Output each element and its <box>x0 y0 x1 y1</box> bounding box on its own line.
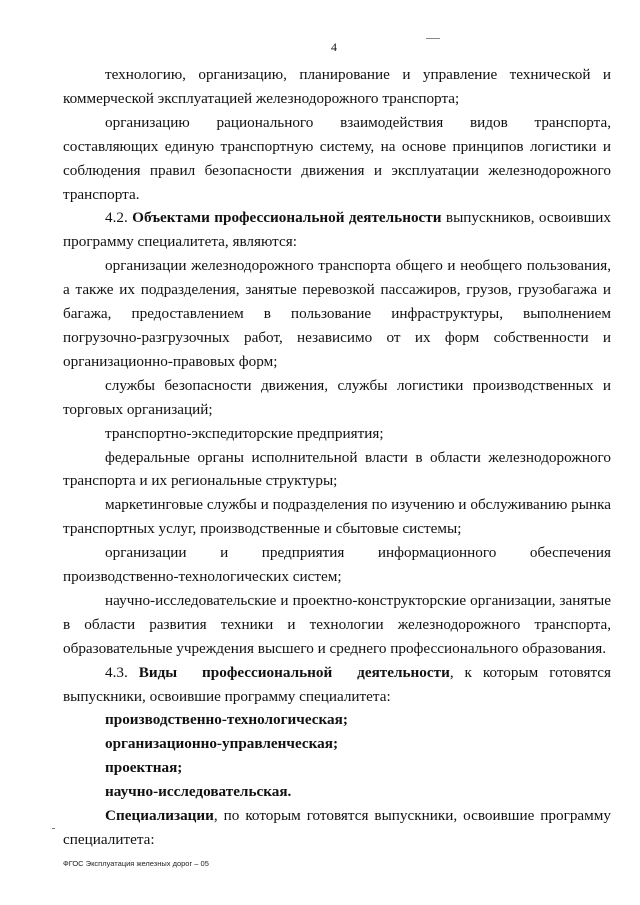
specializations-text: , по которым готовятся выпускники, освоившие программу специалитета: <box>63 807 611 848</box>
list-item: проектная; <box>105 759 183 777</box>
page-number: 4 <box>331 40 337 54</box>
paragraph-7: федеральные органы исполнительной власти в области железнодорожного транспорта и их региональные структуры; <box>63 448 611 490</box>
scan-mark <box>426 38 440 40</box>
section-4-2 <box>63 206 611 254</box>
paragraph-1: технологию, организацию, планирование и управление технической и коммерческой эксплуатацией железнодорожного транспорта; <box>63 66 611 107</box>
specializations-paragraph <box>63 804 611 852</box>
paragraph-9: организации и предприятия информационного обеспечения производственно-технологических систем; <box>63 544 611 586</box>
list-item: производственно-технологическая; <box>105 711 348 729</box>
section-text: выпускников, освоивших программу специалитета, являются: <box>63 209 612 251</box>
section-heading: Объектами профессиональной деятельности <box>132 209 442 227</box>
paragraph-4: организации железнодорожного транспорта общего и необщего пользования, а также их подразделения, занятые перевозкой пассажиров, грузов, грузобагажа и багажа, предоставлением в пользование инфраструктуры, выполнением погрузочно-разгрузочных работ, независимо от их форм собственности и организационно-правовых форм; <box>63 257 611 370</box>
list-item: организационно-управленческая; <box>105 735 338 753</box>
paragraph-2: организацию рационального взаимодействия видов транспорта, составляющих единую транспортную систему, на основе принципов логистики и соблюдения правил безопасности движения и эксплуатации железнодорожного транспорта. <box>63 113 611 203</box>
list-item: научно-исследовательская. <box>105 783 292 801</box>
section-4-3 <box>63 661 611 709</box>
section-heading: Виды профессиональной деятельности <box>138 663 450 681</box>
specializations-heading: Специализации <box>105 807 214 825</box>
section-text: , к которым готовятся выпускники, освоившие программу специалитета: <box>63 663 611 705</box>
paragraph-5: службы безопасности движения, службы логистики производственных и торговых организаций; <box>63 376 611 418</box>
section-number: 4.2. <box>105 209 128 227</box>
paragraph-6: транспортно-экспедиторские предприятия; <box>105 424 384 442</box>
paragraph-10: научно-исследовательские и проектно-конструкторские организации, занятые в области развития техники и технологии железнодорожного транспорта, образовательные учреждения высшего и среднего профессионального образования. <box>63 591 611 657</box>
paragraph-8: маркетинговые службы и подразделения по изучению и обслуживанию рынка транспортных услуг, производственные и сбытовые системы; <box>63 496 611 538</box>
page-footer: ФГОС Эксплуатация железных дорог – 05 <box>63 859 209 868</box>
margin-tick <box>52 828 55 829</box>
body-text <box>63 63 611 852</box>
section-number: 4.3. <box>105 663 128 681</box>
